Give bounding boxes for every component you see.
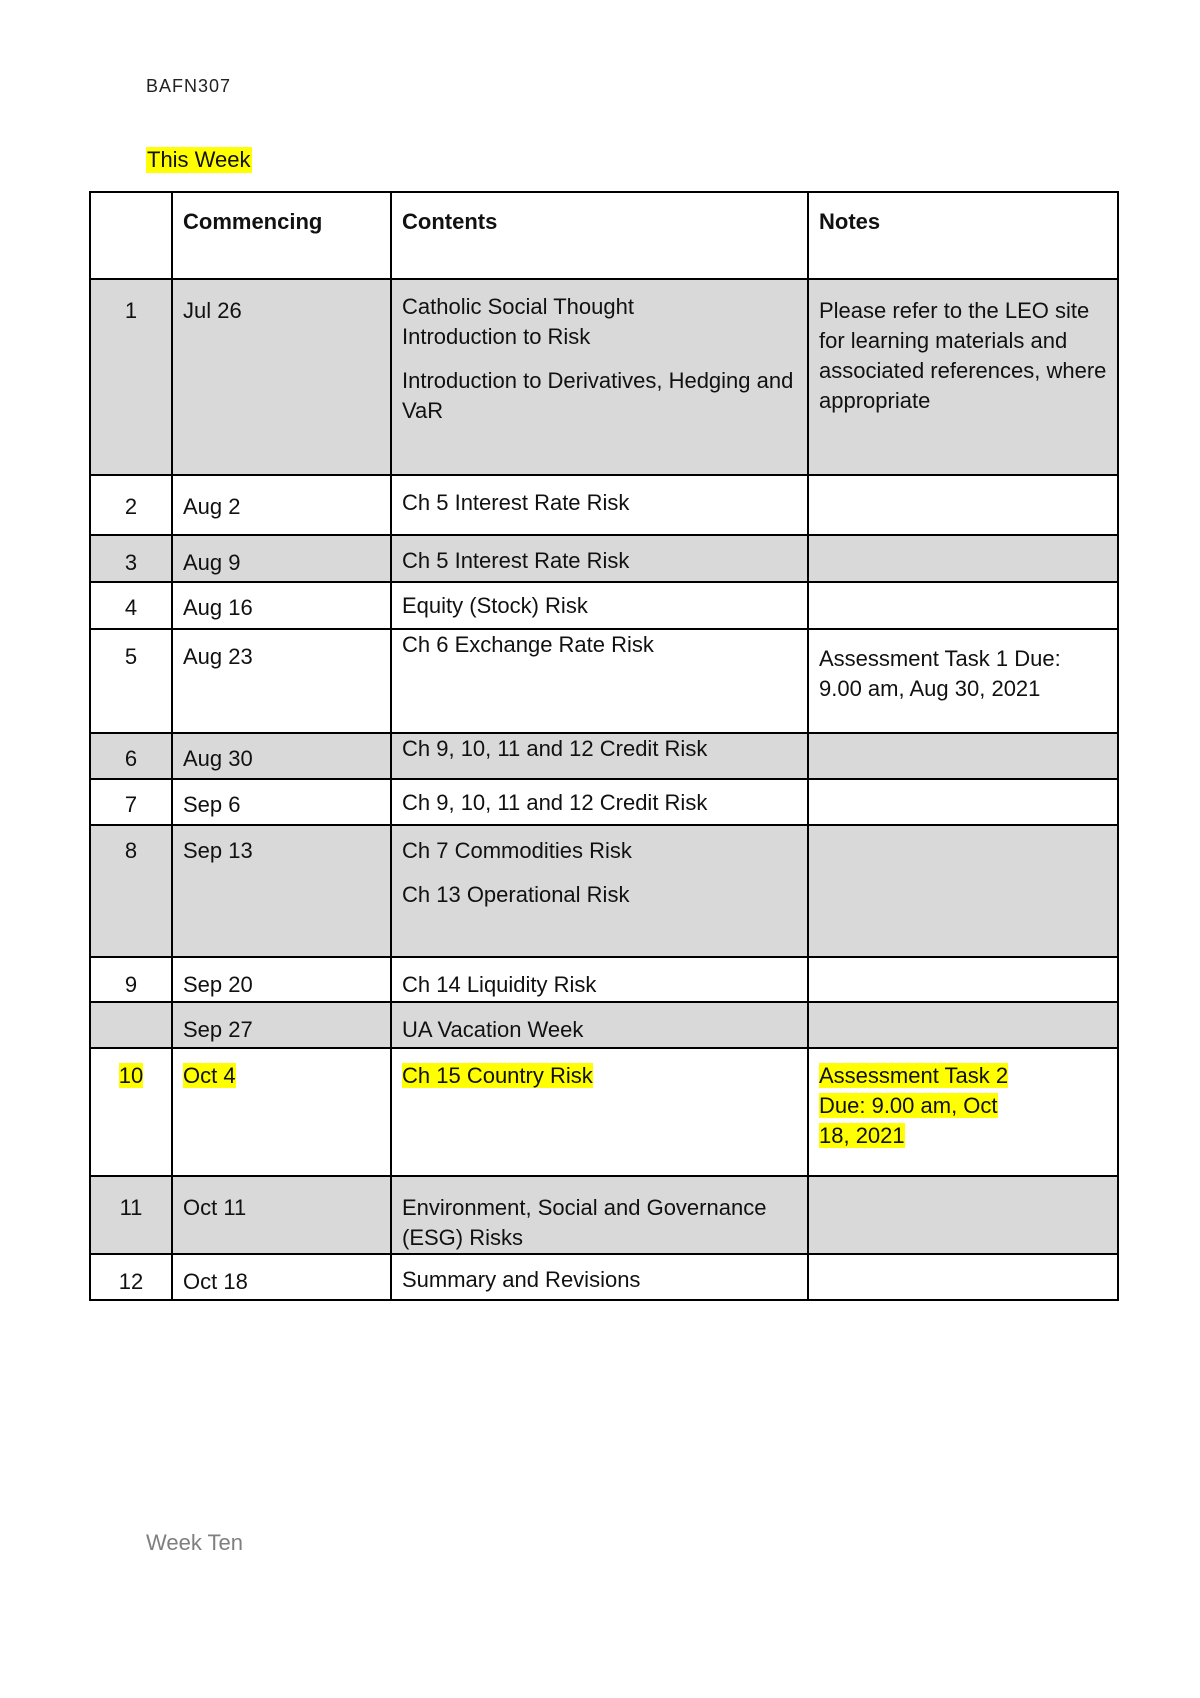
commencing-date: Aug 9: [172, 535, 391, 582]
commencing-date: Oct 4: [183, 1063, 236, 1088]
header-notes: Notes: [808, 192, 1118, 279]
week-number: 2: [90, 475, 172, 535]
week-number: [90, 1002, 172, 1048]
contents-cell: Ch 5 Interest Rate Risk: [391, 475, 808, 535]
course-code: BAFN307: [146, 76, 232, 96]
contents-line: Introduction to Derivatives, Hedging and VaR: [402, 368, 794, 423]
contents-line: Ch 13 Operational Risk: [402, 882, 630, 907]
notes-line: Due: 9.00 am, Oct: [819, 1093, 998, 1118]
week-number: 7: [90, 779, 172, 825]
contents-line: Catholic Social Thought: [402, 294, 634, 319]
week-number-cell: [90, 1048, 172, 1176]
table-row: [90, 1254, 1118, 1300]
this-week-label: This Week: [147, 147, 251, 172]
week-number: 4: [90, 582, 172, 629]
contents-line: Introduction to Risk: [402, 324, 591, 349]
week-number: 3: [90, 535, 172, 582]
contents-line: Ch 7 Commodities Risk: [402, 838, 632, 863]
footer-text: Week Ten: [146, 1530, 244, 1555]
notes-line: Assessment Task 2: [819, 1063, 1009, 1088]
table-row: [90, 582, 1118, 629]
header-commencing: Commencing: [172, 192, 391, 279]
table-row: [90, 825, 1118, 957]
commencing-date: Aug 30: [172, 733, 391, 779]
notes-cell: Assessment Task 1 Due: 9.00 am, Aug 30, 2021: [808, 629, 1118, 733]
week-number: 6: [90, 733, 172, 779]
table-row: [90, 629, 1118, 733]
contents-cell: Ch 9, 10, 11 and 12 Credit Risk: [391, 733, 808, 779]
week-number: 10: [118, 1063, 144, 1088]
commencing-date: Sep 13: [172, 825, 391, 957]
commencing-date-cell: [172, 1048, 391, 1176]
commencing-date: Jul 26: [172, 279, 391, 475]
week-number: 12: [90, 1254, 172, 1300]
week-number: 9: [90, 957, 172, 1002]
commencing-date: Sep 20: [172, 957, 391, 1002]
commencing-date: Oct 18: [172, 1254, 391, 1300]
contents-cell: Ch 14 Liquidity Risk: [391, 957, 808, 1002]
contents-cell: Ch 9, 10, 11 and 12 Credit Risk: [391, 779, 808, 825]
contents-cell: [391, 1048, 808, 1176]
contents-cell: UA Vacation Week: [391, 1002, 808, 1048]
table-row: [90, 1176, 1118, 1254]
notes-cell: [808, 957, 1118, 1002]
table-row: [90, 1002, 1118, 1048]
notes-line: 18, 2021: [819, 1123, 905, 1148]
table-row: [90, 535, 1118, 582]
commencing-date: Aug 16: [172, 582, 391, 629]
notes-cell: [808, 825, 1118, 957]
contents-cell: Ch 6 Exchange Rate Risk: [391, 629, 808, 733]
table-row: [90, 779, 1118, 825]
table-row: [90, 957, 1118, 1002]
week-number: 1: [90, 279, 172, 475]
week-number: 8: [90, 825, 172, 957]
commencing-date: Aug 2: [172, 475, 391, 535]
table-row: [90, 1048, 1118, 1176]
notes-cell: [808, 475, 1118, 535]
week-number: 11: [90, 1176, 172, 1254]
header-week: [90, 192, 172, 279]
notes-cell: Please refer to the LEO site for learning materials and associated references, where appropriate: [808, 279, 1118, 475]
notes-cell: [808, 535, 1118, 582]
notes-cell: [808, 1002, 1118, 1048]
commencing-date: Oct 11: [172, 1176, 391, 1254]
contents-cell: Summary and Revisions: [391, 1254, 808, 1300]
notes-cell: [808, 1254, 1118, 1300]
contents-cell: [391, 825, 808, 957]
commencing-date: Sep 27: [172, 1002, 391, 1048]
schedule-table: [89, 191, 1119, 1301]
contents-cell: Environment, Social and Governance (ESG) Risks: [391, 1176, 808, 1254]
notes-cell: [808, 733, 1118, 779]
contents-cell: [391, 279, 808, 475]
contents-cell: Ch 5 Interest Rate Risk: [391, 535, 808, 582]
week-number: 5: [90, 629, 172, 733]
notes-cell: [808, 1176, 1118, 1254]
notes-cell: [808, 582, 1118, 629]
contents-cell: Equity (Stock) Risk: [391, 582, 808, 629]
header-contents: Contents: [391, 192, 808, 279]
contents-line: Ch 15 Country Risk: [402, 1063, 593, 1088]
table-row: [90, 279, 1118, 475]
commencing-date: Sep 6: [172, 779, 391, 825]
table-row: [90, 733, 1118, 779]
commencing-date: Aug 23: [172, 629, 391, 733]
notes-cell: [808, 1048, 1118, 1176]
table-header-row: [90, 192, 1118, 279]
table-row: [90, 475, 1118, 535]
notes-cell: [808, 779, 1118, 825]
